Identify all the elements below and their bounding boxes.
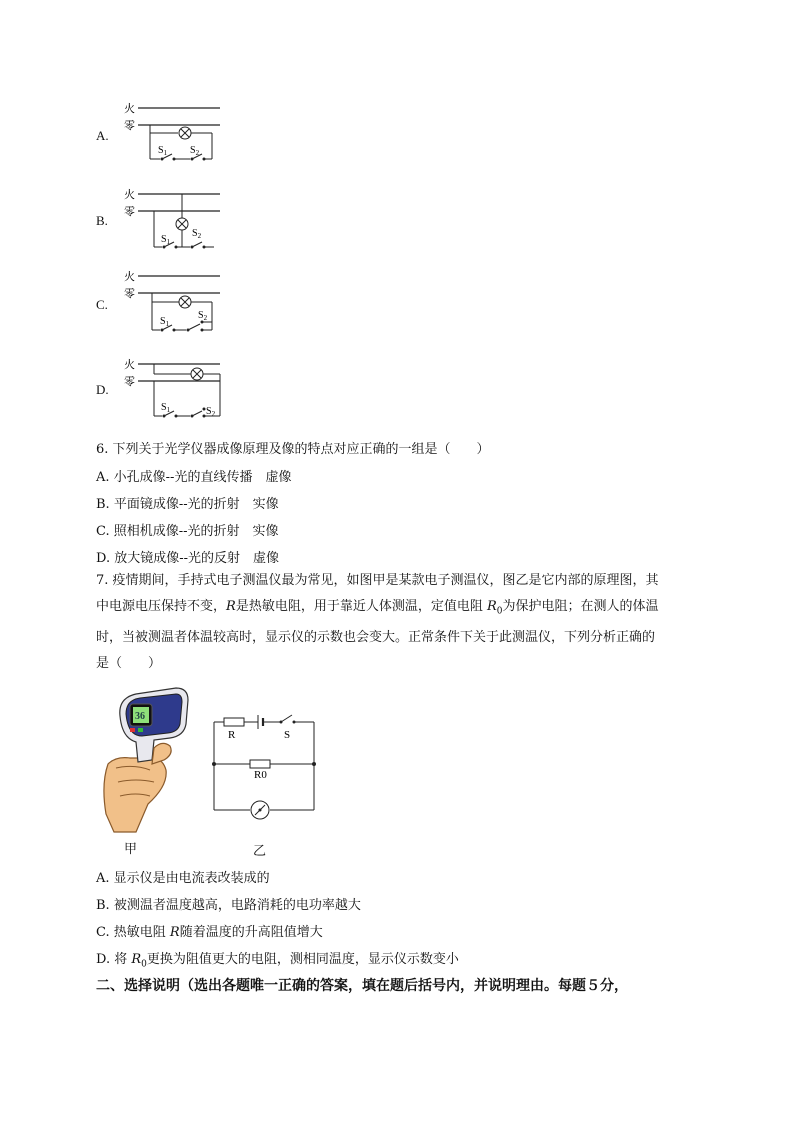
circuit-diagram-a [118,98,228,168]
q7-option-a: A. 显示仪是由电流表改装成的 [96,871,270,886]
infrared-thermometer-illustration [96,684,196,834]
q6-stem: 6. 下列关于光学仪器成像原理及像的特点对应正确的一组是（ ） [96,442,490,457]
q7-stem-line: 中电源电压保持不变，R是热敏电阻，用于靠近人体测温，定值电阻 $R_0$为保护电阻；在测人的体温 [96,599,659,617]
q7-stem-line: 7. 疫情期间，手持式电子测温仪最为常见，如图甲是某款电子测温仪，图乙是它内部的原理图，其 [96,573,659,588]
q7-option-d: D. 将 $R_0$更换为阻值更大的电阻，测相同温度，显示仪示数变小 [96,952,459,970]
switch-s [281,715,292,722]
svg-text:S2: $S_2$ [206,406,216,418]
lamp-icon [191,368,203,380]
svg-text:火: 火 [124,359,135,371]
svg-text:S1: $S_1$ [158,145,168,157]
q6-option-b: B. 平面镜成像--光的折射 实像 [96,497,279,512]
circuit-diagram-c [118,266,228,336]
lamp-icon [176,218,188,230]
svg-text:火: 火 [124,189,135,201]
protective-resistor-r0 [250,760,270,768]
svg-text:火: 火 [124,271,135,283]
svg-text:S1: $S_1$ [161,234,171,246]
thermometer-circuit-diagram [208,708,320,828]
q7-stem-line: 时，当被测温者体温较高时，显示仪的示数也会变大。正常条件下关于此测温仪，下列分析正确的 [96,629,656,645]
svg-text:R: R [228,729,236,741]
q6-option-c: C. 照相机成像--光的折射 实像 [96,524,279,539]
option-c-label: C. [96,297,108,312]
svg-text:S2: $S_2$ [192,228,202,240]
q7-option-b: B. 被测温者温度越高，电路消耗的电功率越大 [96,898,361,913]
figure-yi-label: 乙 [253,844,267,859]
lamp-icon [179,296,191,308]
option-b-label: B. [96,213,108,228]
svg-text:S1: $S_1$ [161,402,171,414]
circuit-diagram-d [118,354,228,424]
svg-text:R0: R0 [254,769,267,781]
option-a-label: A. [96,128,109,143]
q7-stem-line: 是（ ） [96,655,162,671]
svg-text:零: 零 [124,376,135,388]
meter-icon [251,801,269,819]
q7-option-c: C. 热敏电阻 R随着温度的升高阻值增大 [96,925,323,940]
svg-text:S1: $S_1$ [160,316,170,328]
q7-stem [96,568,706,677]
circuit-diagram-b [118,184,228,254]
thermistor-resistor [224,718,244,726]
live-wire-label: 火 [124,103,135,115]
section-2-heading: 二、选择说明（选出各题唯一正确的答案，填在题后括号内，并说明理由。每题５分， [96,978,628,994]
thermometer-screen-reading: 36 [135,711,145,722]
svg-text:零: 零 [124,206,135,218]
neutral-wire-label: 零 [124,120,135,132]
figure-jia-label: 甲 [124,842,138,857]
q6-option-a: A. 小孔成像--光的直线传播 虚像 [96,470,292,485]
svg-text:S: S [284,729,291,741]
q6-option-d: D. 放大镜成像--光的反射 虚像 [96,551,280,566]
svg-text:零: 零 [124,288,135,300]
svg-text:S2: $S_2$ [198,310,208,322]
svg-text:S2: $S_2$ [190,145,200,157]
option-d-label: D. [96,382,109,397]
lamp-icon [179,127,191,139]
